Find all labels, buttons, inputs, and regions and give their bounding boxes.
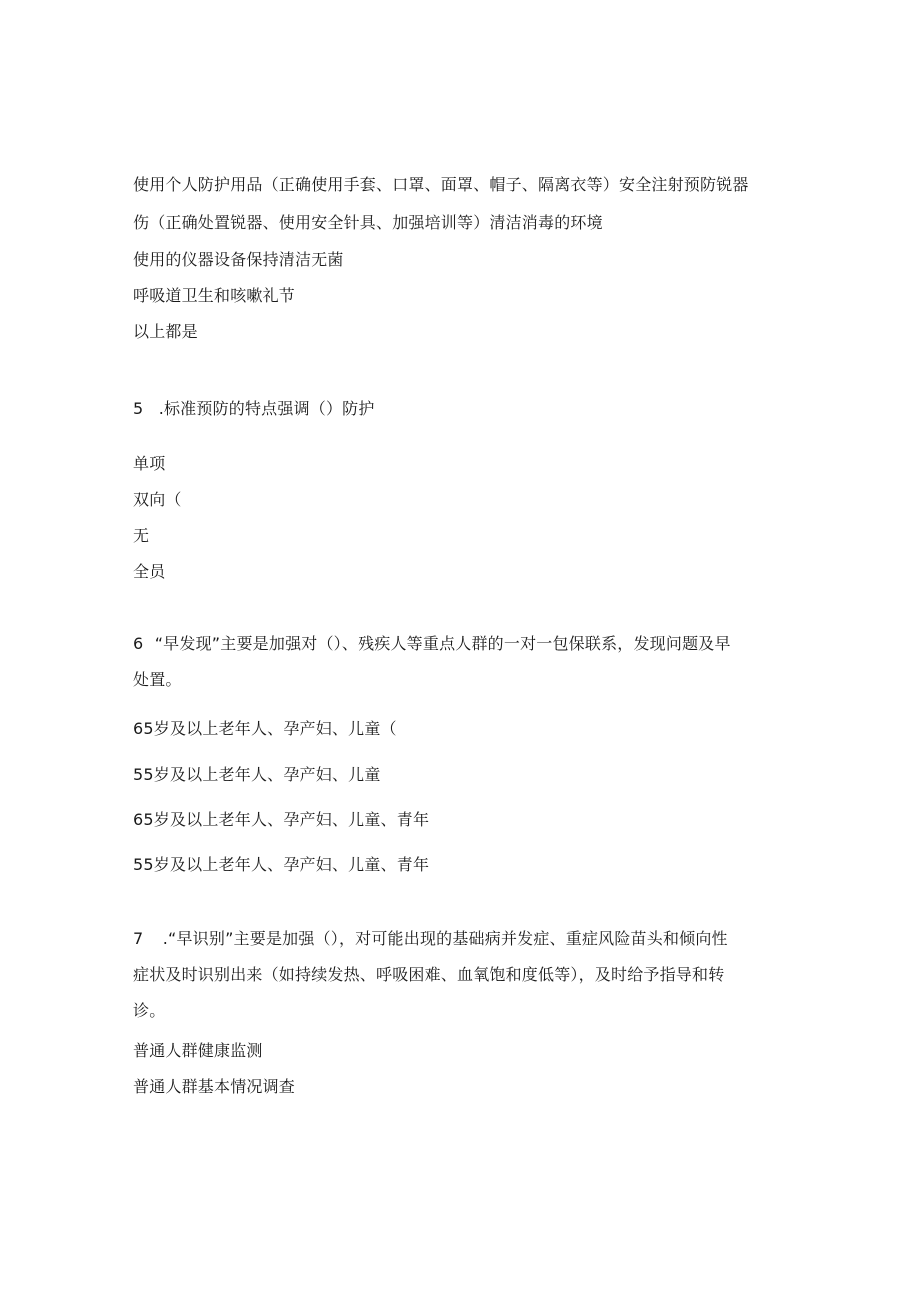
q5-number: 5 <box>133 399 144 418</box>
q6-option-d: 55岁及以上老年人、孕产妇、儿童、青年 <box>133 855 430 874</box>
q4-option-d: 以上都是 <box>133 322 198 341</box>
q5-text: .标准预防的特点强调（）防护 <box>158 399 375 418</box>
q4-option-a-line2: 伤（正确处置锐器、使用安全针具、加强培训等）清洁消毒的环境 <box>133 213 603 232</box>
q7-option-b: 普通人群基本情况调查 <box>133 1077 296 1096</box>
q6-option-b: 55岁及以上老年人、孕产妇、儿童 <box>133 765 381 784</box>
q6-option-a: 65岁及以上老年人、孕产妇、儿童（ <box>133 719 397 738</box>
q7-number: 7 <box>133 929 144 948</box>
q6-number: 6 <box>133 634 144 653</box>
q5-option-a: 单项 <box>133 454 166 473</box>
q7-question-line2: 症状及时识别出来（如持续发热、呼吸困难、血氧饱和度低等），及时给予指导和转 <box>133 965 725 984</box>
q7-option-a: 普通人群健康监测 <box>133 1041 263 1060</box>
q6-question-line1 <box>133 634 731 654</box>
q5-question <box>133 399 375 419</box>
q7-question-line1 <box>133 929 728 949</box>
q5-option-b: 双向（ <box>133 490 182 509</box>
q7-question-line3: 诊。 <box>133 1001 166 1020</box>
q6-option-c: 65岁及以上老年人、孕产妇、儿童、青年 <box>133 810 430 829</box>
q6-text-line1: “早发现”主要是加强对（）、残疾人等重点人群的一对一包保联系，发现问题及早 <box>154 634 731 653</box>
q4-option-b: 使用的仪器设备保持清洁无菌 <box>133 250 344 269</box>
q5-option-c: 无 <box>133 526 150 545</box>
q7-text-line1: .“早识别”主要是加强（），对可能出现的基础病并发症、重症风险苗头和倾向性 <box>162 929 728 948</box>
q5-option-d: 全员 <box>133 562 166 581</box>
q6-question-line2: 处置。 <box>133 670 182 689</box>
q4-option-a-line1: 使用个人防护用品（正确使用手套、口罩、面罩、帽子、隔离衣等）安全注射预防锐器 <box>133 175 749 194</box>
q4-option-c: 呼吸道卫生和咳嗽礼节 <box>133 286 296 305</box>
